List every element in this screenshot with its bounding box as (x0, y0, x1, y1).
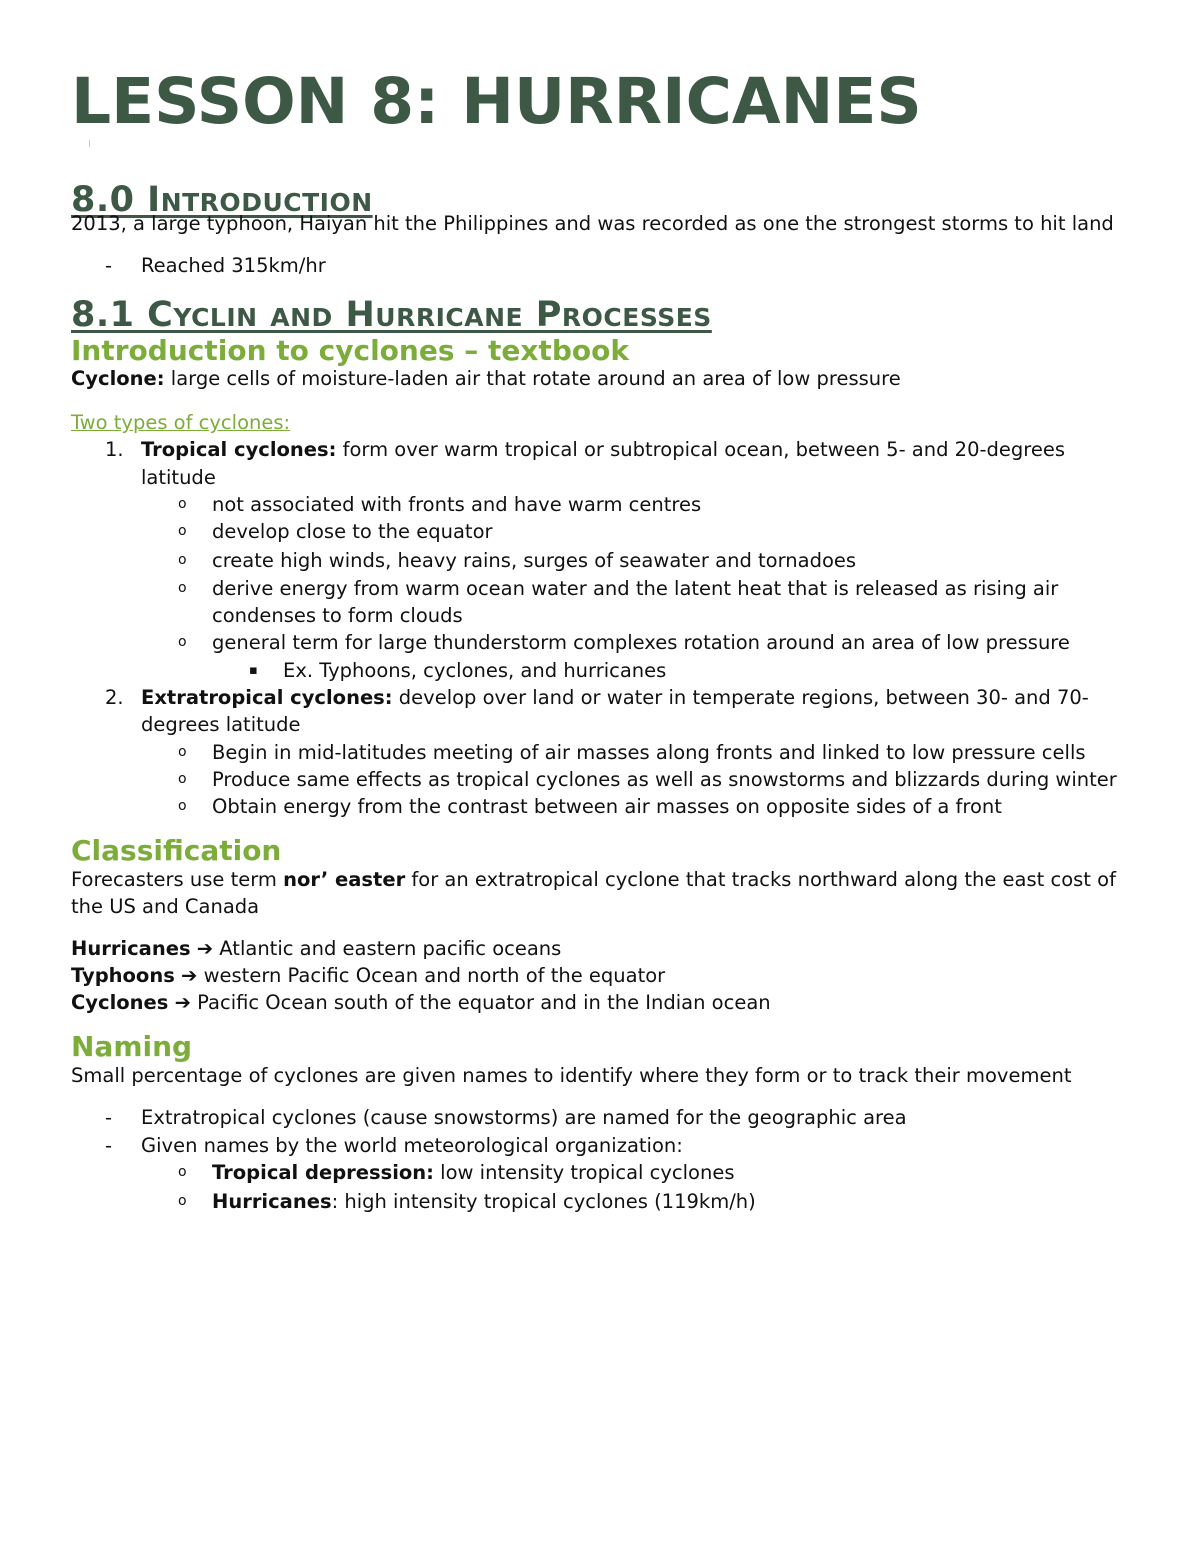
tropical-def: form over warm tropical or subtropical ocean, between 5- and 20-degrees latitude (141, 438, 1066, 489)
classification-heading: Classification (71, 834, 282, 868)
cyclone-types-list-2 (71, 684, 1136, 739)
arrow-icon: ➔ (174, 991, 191, 1015)
row-term: Typhoons (71, 964, 175, 988)
document-page (71, 62, 1136, 1216)
noreaster-term: nor’ easter (283, 868, 406, 892)
intro-paragraph: 2013, a large typhoon, Haiyan hit the Philippines and was recorded as one the strongest storms to hit land (71, 212, 1114, 235)
sub-text: : high intensity tropical cyclones (119km/h) (331, 1190, 756, 1214)
naming-heading: Naming (71, 1030, 193, 1064)
list-item: - Extratropical cyclones (cause snowstorms) are named for the geographic area (71, 1104, 1136, 1131)
sub-term: Hurricanes (212, 1190, 332, 1214)
circle-bullet: o (178, 798, 187, 815)
list-item (71, 1188, 1136, 1215)
circle-bullet: o (178, 552, 187, 569)
extratropical-points (71, 739, 1136, 821)
list-item (71, 739, 1136, 766)
point-text: derive energy from warm ocean water and the latent heat that is released as rising air condenses to form clouds (212, 576, 1059, 628)
point-text: create high winds, heavy rains, surges of seawater and tornadoes (212, 549, 857, 573)
list-item (71, 547, 1136, 574)
sub-term: Tropical depression: (212, 1161, 434, 1185)
tropical-term: Tropical cyclones: (141, 438, 337, 462)
tropical-points (71, 491, 1136, 657)
naming-paragraph: Small percentage of cyclones are given names to identify where they form or to track their movement (71, 1064, 1072, 1088)
classification-row-hurricanes (71, 935, 1136, 962)
classification-row-typhoons (71, 962, 1136, 989)
circle-bullet: o (178, 1164, 187, 1181)
list-item (71, 491, 1136, 518)
circle-bullet: o (178, 495, 187, 512)
circle-bullet: o (178, 579, 187, 596)
sub-text: low intensity tropical cyclones (433, 1161, 735, 1185)
circle-bullet: o (178, 523, 187, 540)
example-text: Ex. Typhoons, cyclones, and hurricanes (283, 658, 667, 682)
extratropical-term: Extratropical cyclones: (141, 685, 393, 709)
naming-list (71, 1104, 1136, 1159)
point-text: not associated with fronts and have warm centres (212, 492, 702, 516)
list-number: 1. (105, 438, 124, 462)
list-item (71, 518, 1136, 545)
arrow-icon: ➔ (181, 964, 198, 988)
intro-heading: 8.0 Introduction (71, 180, 373, 220)
list-item-tropical (71, 436, 1136, 491)
arrow-icon: ➔ (196, 937, 214, 961)
list-item-extratropical (71, 684, 1136, 739)
tropical-example (71, 657, 1136, 684)
row-term: Hurricanes (71, 937, 191, 961)
point-text: Begin in mid-latitudes meeting of air masses along fronts and linked to low pressure cells (212, 740, 1086, 764)
row-text: western Pacific Ocean and north of the equator (197, 964, 666, 988)
noreaster-after: for an extratropical cyclone that tracks northward along the east cost of the US and Canada (71, 868, 1116, 919)
list-item (71, 657, 1136, 684)
document-title: LESSON 8: HURRICANES (71, 65, 922, 138)
circle-bullet: o (178, 743, 187, 760)
subheading-intro-cyclones: Introduction to cyclones – textbook (71, 334, 629, 368)
list-number: 2. (105, 685, 124, 709)
circle-bullet: o (178, 770, 187, 787)
extratropical-def: develop over land or water in temperate regions, between 30- and 70-degrees latitude (141, 685, 1089, 737)
list-item (71, 793, 1136, 820)
naming-sublist (71, 1159, 1136, 1216)
point-text: general term for large thunderstorm complexes rotation around an area of low pressure (212, 631, 1070, 655)
classification-row-cyclones (71, 989, 1136, 1016)
cyclone-definition (71, 365, 1136, 392)
circle-bullet: o (178, 634, 187, 651)
row-term: Cyclones (71, 991, 169, 1015)
square-bullet: ▪ (249, 662, 258, 678)
intro-list (71, 252, 1136, 279)
row-text: Atlantic and eastern pacific oceans (213, 937, 562, 961)
cyclone-def-text: large cells of moisture-laden air that rotate around an area of low pressure (164, 367, 901, 391)
list-item (71, 1159, 1136, 1186)
section-heading-8-1: 8.1 Cyclin and Hurricane Processes (71, 295, 712, 336)
list-item: - Reached 315km/hr (71, 252, 1136, 279)
list-item (71, 575, 1136, 630)
point-text: Obtain energy from the contrast between air masses on opposite sides of a front (212, 795, 1002, 819)
cyclone-types-list (71, 436, 1136, 491)
noreaster-paragraph (71, 866, 1136, 920)
list-item (71, 766, 1136, 793)
circle-bullet: o (178, 1193, 187, 1210)
list-item: - Given names by the world meteorological organization: (71, 1132, 1136, 1159)
list-item (71, 629, 1136, 656)
noreaster-before: Forecasters use term (71, 868, 284, 892)
row-text: Pacific Ocean south of the equator and in the Indian ocean (190, 991, 771, 1015)
cyclone-term: Cyclone: (71, 367, 165, 391)
point-text: develop close to the equator (212, 520, 493, 544)
types-of-cyclones-label: Two types of cyclones: (71, 411, 291, 435)
point-text: Produce same effects as tropical cyclones as well as snowstorms and blizzards during winter (212, 767, 1117, 791)
